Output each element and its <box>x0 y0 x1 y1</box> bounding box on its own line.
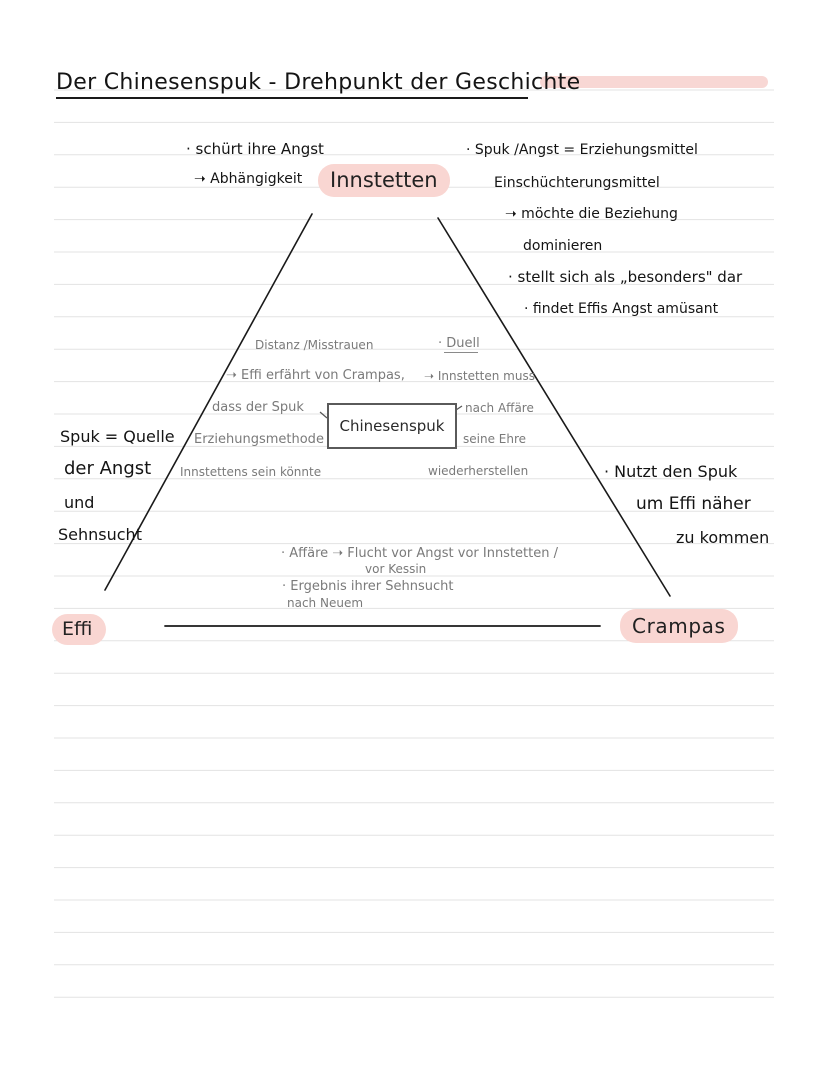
crampas-side-note: um Effi näher <box>636 494 751 514</box>
innstetten-right-note: Einschüchterungsmittel <box>494 175 660 191</box>
innstetten-left-note: ➝ Abhängigkeit <box>194 171 303 187</box>
inner-right-note: seine Ehre <box>463 432 527 446</box>
arrow-to-center-left <box>320 412 327 418</box>
effi-side-note: Spuk = Quelle <box>60 427 175 446</box>
effi-side-note: und <box>64 493 95 512</box>
page-title: Der Chinesenspuk - Drehpunkt der Geschichte <box>56 70 581 95</box>
inner-left-note: Erziehungsmethode <box>194 432 324 447</box>
crampas-side-note: zu kommen <box>676 528 770 547</box>
innstetten-right-note: · stellt sich als „besonders" dar <box>508 268 743 286</box>
inner-right-note: wiederherstellen <box>428 464 529 478</box>
crampas-side-note: · Nutzt den Spuk <box>604 462 738 481</box>
inner-right-note: ➝ Innstetten muss <box>424 369 535 383</box>
inner-bottom-note: nach Neuem <box>287 596 364 610</box>
node-innstetten: Innstetten <box>318 164 450 197</box>
node-effi: Effi <box>52 614 106 645</box>
innstetten-right-note: dominieren <box>523 238 603 254</box>
inner-bottom-note: · Affäre ➝ Flucht vor Angst vor Innstetten / <box>281 546 558 561</box>
inner-left-note: Distanz /Misstrauen <box>255 338 374 352</box>
innstetten-right-note: ➝ möchte die Beziehung <box>505 206 678 222</box>
inner-right-note: nach Affäre <box>465 401 534 415</box>
center-label: Chinesenspuk <box>339 417 445 435</box>
duell-underline <box>444 352 478 353</box>
inner-bottom-note: vor Kessin <box>365 562 427 576</box>
inner-left-note: dass der Spuk <box>212 400 304 415</box>
inner-left-note: Innstettens sein könnte <box>180 465 322 479</box>
innstetten-right-note: · Spuk /Angst = Erziehungsmittel <box>466 142 698 158</box>
effi-side-note: der Angst <box>64 458 152 479</box>
inner-left-note: ➝ Effi erfährt von Crampas, <box>226 368 405 383</box>
effi-side-note: Sehnsucht <box>58 525 142 544</box>
inner-bottom-note: · Ergebnis ihrer Sehnsucht <box>282 579 454 594</box>
inner-right-note: · Duell <box>438 336 480 351</box>
innstetten-right-note: · findet Effis Angst amüsant <box>524 301 719 317</box>
node-chinesenspuk <box>327 403 457 449</box>
node-crampas: Crampas <box>620 609 738 643</box>
innstetten-left-note: · schürt ihre Angst <box>186 140 324 158</box>
